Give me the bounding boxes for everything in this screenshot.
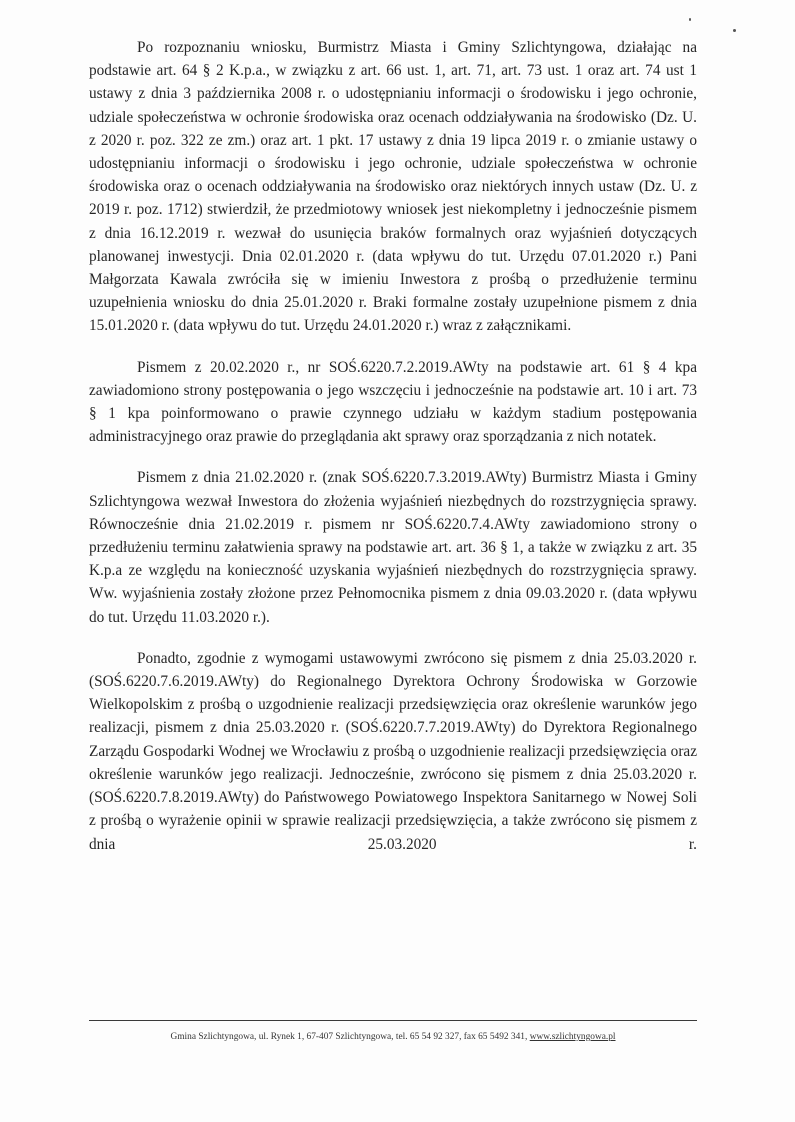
page-footer xyxy=(89,1032,697,1042)
paragraph-1: Po rozpoznaniu wniosku, Burmistrz Miasta i Gminy Szlichtyngowa, działając na podstawie art. 64 § 2 K.p.a., w związku z art. 66 ust. 1, art. 71, art. 73 ust. 1 oraz art. 74 ust 1 ustawy z dnia 3 października 2008 r. o udostępnianiu informacji o środowisku i jego ochronie, udziale społeczeństwa w ochronie środowiska oraz ocenach oddziaływania na środowisko (Dz. U. z 2020 r. poz. 322 ze zm.) oraz art. 1 pkt. 17 ustawy z dnia 19 lipca 2019 r. o zmianie ustawy o udostępnianiu informacji o środowisku i jego ochronie, udziale społeczeństwa w ochronie środowiska oraz o ocenach oddziaływania na środowisko oraz niektórych innych ustaw (Dz. U. z 2019 r. poz. 1712) stwierdził, że przedmiotowy wniosek jest niekompletny i jednocześnie pismem z dnia 16.12.2019 r. wezwał do usunięcia braków formalnych oraz wyjaśnień dotyczących planowanej inwestycji. Dnia 02.01.2020 r. (data wpływu do tut. Urzędu 07.01.2020 r.) Pani Małgorzata Kawala zwróciła się w imieniu Inwestora z prośbą o przedłużenie terminu uzupełnienia wniosku do dnia 25.01.2020 r. Braki formalne zostały uzupełnione pismem z dnia 15.01.2020 r. (data wpływu do tut. Urzędu 24.01.2020 r.) wraz z załącznikami. xyxy=(89,39,697,335)
paragraph-4: Ponadto, zgodnie z wymogami ustawowymi zwrócono się pismem z dnia 25.03.2020 r. (SOŚ.6220.7.6.2019.AWty) do Regionalnego Dyrektora Ochrony Środowiska w Gorzowie Wielkopolskim z prośbą o uzgodnienie realizacji przedsięwzięcia oraz określenie warunków jego realizacji, pismem z dnia 25.03.2020 r. (SOŚ.6220.7.7.2019.AWty) do Dyrektora Regionalnego Zarządu Gospodarki Wodnej we Wrocławiu z prośbą o uzgodnienie realizacji przedsięwzięcia oraz określenie warunków jego realizacji. Jednocześnie, zwrócono się pismem z dnia 25.03.2020 r. (SOŚ.6220.7.8.2019.AWty) do Państwowego Powiatowego Inspektora Sanitarnego w Nowej Soli z prośbą o wyrażenie opinii w sprawie realizacji przedsięwzięcia, a także zwrócono się pismem z dnia 25.03.2020 r. xyxy=(89,649,697,853)
scan-speck xyxy=(733,29,736,32)
document-body xyxy=(89,36,697,856)
footer-divider xyxy=(89,1020,697,1021)
paragraph-3: Pismem z dnia 21.02.2020 r. (znak SOŚ.6220.7.3.2019.AWty) Burmistrz Miasta i Gminy Szlichtyngowa wezwał Inwestora do złożenia wyjaśnień niezbędnych do rozstrzygnięcia sprawy. Równocześnie dnia 21.02.2019 r. pismem nr SOŚ.6220.7.4.AWty zawiadomiono strony o przedłużeniu terminu załatwienia sprawy na podstawie art. art. 36 § 1, a także w związku z art. 35 K.p.a ze względu na konieczność uzyskania wyjaśnień niezbędnych do rozstrzygnięcia sprawy. Ww. wyjaśnienia zostały złożone przez Pełnomocnika pismem z dnia 09.03.2020 r. (data wpływu do tut. Urzędu 11.03.2020 r.). xyxy=(89,469,697,626)
paragraph-2: Pismem z 20.02.2020 r., nr SOŚ.6220.7.2.2019.AWty na podstawie art. 61 § 4 kpa zawiadomiono strony postępowania o jego wszczęciu i jednocześnie na podstawie art. 10 i art. 73 § 1 kpa poinformowano o prawie czynnego udziału w każdym stadium postępowania administracyjnego oraz prawie do przeglądania akt sprawy oraz sporządzania z nich notatek. xyxy=(89,358,697,446)
footer-website-link[interactable]: www.szlichtyngowa.pl xyxy=(529,1032,616,1042)
scan-speck xyxy=(689,18,691,21)
footer-address: Gmina Szlichtyngowa, ul. Rynek 1, 67-407 Szlichtyngowa, tel. 65 54 92 327, fax 65 5492 341, xyxy=(170,1032,530,1042)
